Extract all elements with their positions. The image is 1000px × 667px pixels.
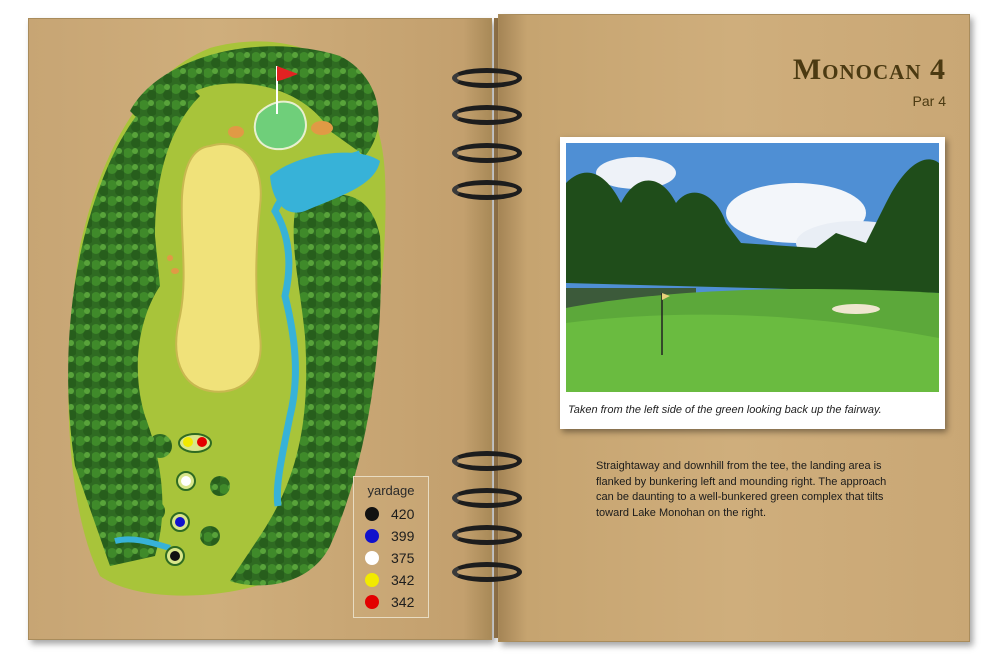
tee-marker-white	[181, 476, 191, 486]
course-photo	[566, 143, 939, 392]
spiral-ring	[452, 68, 522, 88]
tee-marker-yellow	[183, 437, 193, 447]
tee-marker-red	[197, 437, 207, 447]
tee-marker-black	[170, 551, 180, 561]
bunker	[171, 268, 179, 274]
spiral-ring	[452, 143, 522, 163]
fairway	[176, 144, 261, 392]
legend-row-yellow	[365, 570, 414, 590]
legend-row-red	[365, 592, 414, 612]
yards-white: 375	[391, 550, 415, 566]
spiral-ring	[452, 451, 522, 471]
bunker	[228, 126, 244, 138]
hole-title: Monocan 4	[792, 53, 946, 86]
green	[255, 102, 306, 150]
spiral-ring	[452, 180, 522, 200]
yardage-legend	[353, 476, 429, 618]
tree-cluster	[148, 434, 172, 458]
hole-description: Straightaway and downhill from the tee, the landing area is flanked by bunkering left and mounding right. The approach can be daunting to a well-bunkered green complex that tilts toward Lake Monohan on the right.	[596, 460, 887, 519]
bunker	[167, 255, 173, 261]
spiral-ring	[452, 562, 522, 582]
yards-yellow: 342	[391, 572, 415, 588]
tee-dot-yellow	[365, 573, 379, 587]
photo-card	[560, 137, 945, 429]
bunker	[311, 121, 333, 135]
sand-bunker	[832, 304, 880, 314]
legend-title: yardage	[367, 483, 415, 498]
legend-row-black	[365, 504, 414, 524]
spiral-ring	[452, 105, 522, 125]
yards-red: 342	[391, 594, 415, 610]
hole-map	[60, 36, 392, 606]
yards-blue: 399	[391, 528, 415, 544]
legend-row-blue	[365, 526, 414, 546]
yards-black: 420	[391, 506, 415, 522]
photo-caption: Taken from the left side of the green looking back up the fairway.	[568, 404, 882, 416]
tree-cluster	[210, 476, 230, 496]
legend-row-white	[365, 548, 414, 568]
hole-par: Par 4	[912, 93, 946, 109]
tee-dot-white	[365, 551, 379, 565]
tee-dot-blue	[365, 529, 379, 543]
spiral-ring	[452, 488, 522, 508]
tree-cluster	[145, 501, 165, 521]
tee-dot-red	[365, 595, 379, 609]
tee-dot-black	[365, 507, 379, 521]
tee-marker-blue	[175, 517, 185, 527]
spiral-ring	[452, 525, 522, 545]
tree-cluster	[200, 526, 220, 546]
